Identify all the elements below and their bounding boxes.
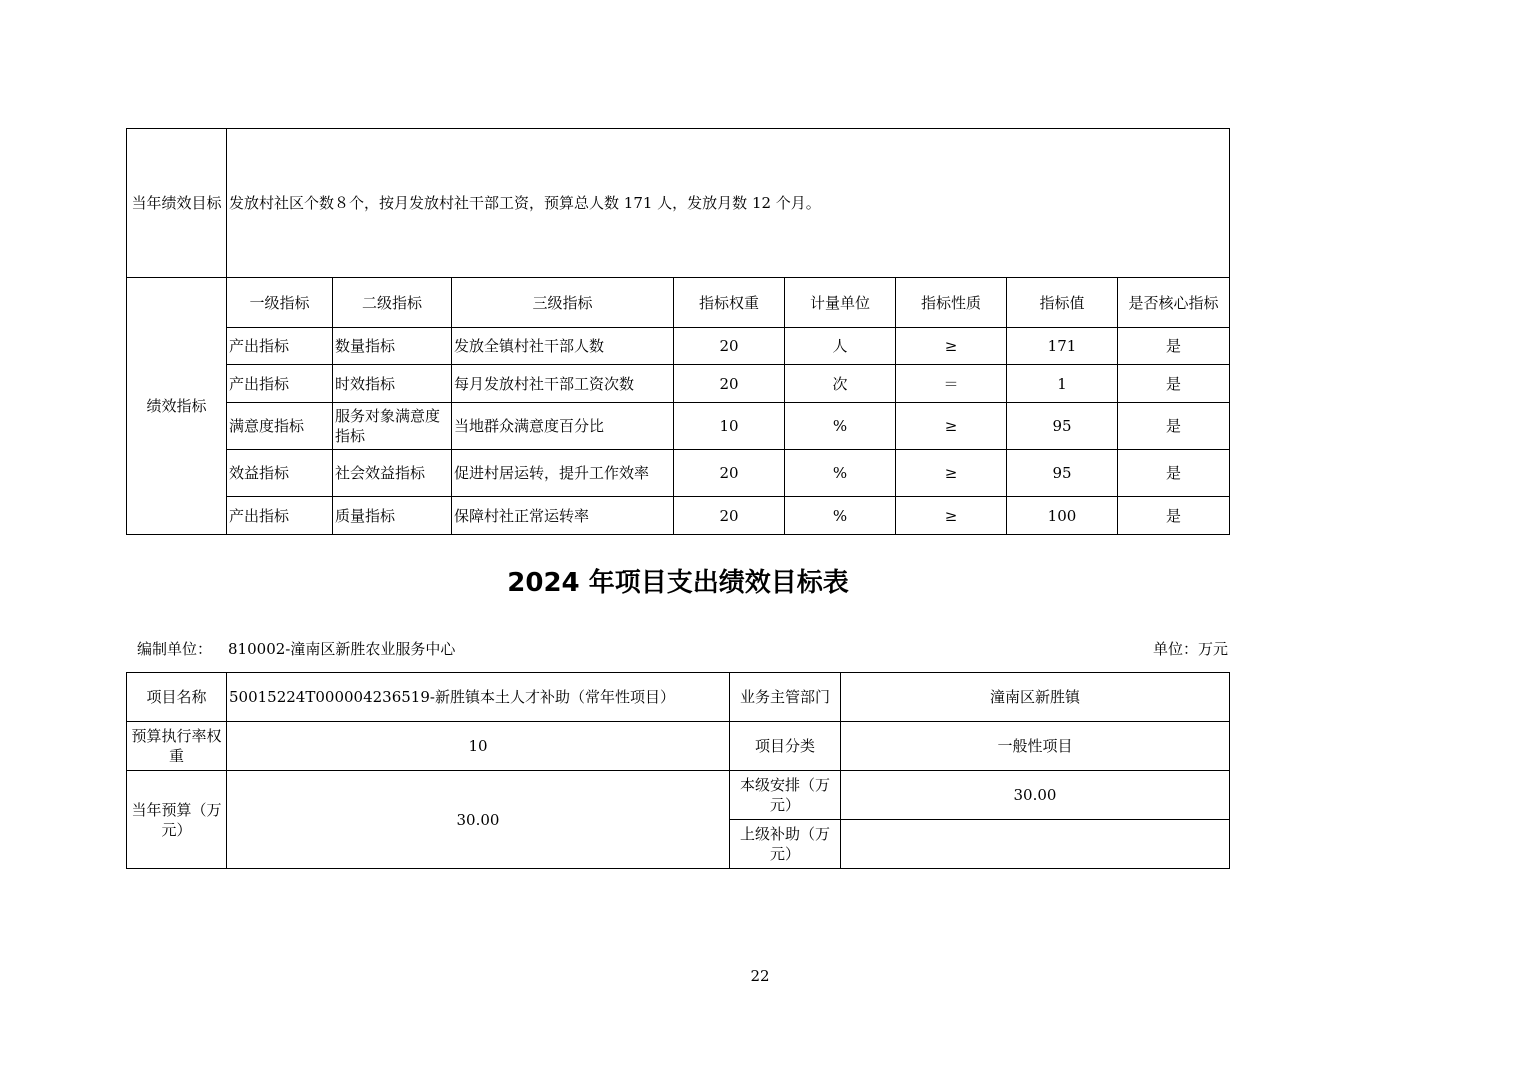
cell-level3: 当地群众满意度百分比	[452, 403, 674, 450]
header-unit: 计量单位	[785, 278, 896, 328]
cell-unit: %	[785, 403, 896, 450]
cell-core: 是	[1118, 450, 1230, 497]
cell-nature: ≥	[896, 328, 1007, 365]
cell-nature: ＝	[896, 365, 1007, 403]
cell-weight: 20	[674, 328, 785, 365]
cell-level2: 时效指标	[333, 365, 452, 403]
indicators-label: 绩效指标	[127, 278, 227, 535]
project-info-table	[126, 672, 1230, 869]
money-unit: 单位：万元	[1152, 640, 1228, 658]
cell-unit: %	[785, 450, 896, 497]
rate-value: 10	[227, 722, 730, 771]
budget-label: 当年预算（万元）	[127, 771, 227, 869]
table-row	[127, 403, 1230, 450]
page-number: 22	[750, 967, 770, 985]
upper-value	[841, 820, 1230, 869]
local-label: 本级安排（万元）	[730, 771, 841, 820]
upper-label: 上级补助（万元）	[730, 820, 841, 869]
header-level1: 一级指标	[227, 278, 333, 328]
header-weight: 指标权重	[674, 278, 785, 328]
cell-level2: 质量指标	[333, 497, 452, 535]
cell-level3: 每月发放村社干部工资次数	[452, 365, 674, 403]
table-row	[127, 497, 1230, 535]
cell-unit: 人	[785, 328, 896, 365]
page-title: 2024 年项目支出绩效目标表	[507, 568, 849, 598]
cell-nature: ≥	[896, 497, 1007, 535]
org-unit-line	[137, 638, 455, 659]
local-value: 30.00	[841, 771, 1230, 820]
cell-level3: 保障村社正常运转率	[452, 497, 674, 535]
project-name-value: 50015224T000004236519-新胜镇本土人才补助（常年性项目）	[227, 673, 730, 722]
annual-goal-label: 当年绩效目标	[127, 129, 227, 278]
cell-weight: 20	[674, 365, 785, 403]
table-row	[127, 450, 1230, 497]
annual-goal-text: 发放村社区个数８个，按月发放村社干部工资，预算总人数 171 人，发放月数 12 个月。	[227, 129, 1230, 278]
cell-level1: 产出指标	[227, 328, 333, 365]
cell-unit: %	[785, 497, 896, 535]
org-label: 编制单位：	[137, 640, 213, 658]
cell-value: 171	[1007, 328, 1118, 365]
cell-weight: 20	[674, 450, 785, 497]
cell-level2: 数量指标	[333, 328, 452, 365]
cell-value: 95	[1007, 450, 1118, 497]
category-label: 项目分类	[730, 722, 841, 771]
cell-core: 是	[1118, 497, 1230, 535]
project-name-label: 项目名称	[127, 673, 227, 722]
rate-label: 预算执行率权重	[127, 722, 227, 771]
performance-indicator-table	[126, 128, 1230, 535]
cell-level3: 发放全镇村社干部人数	[452, 328, 674, 365]
header-nature: 指标性质	[896, 278, 1007, 328]
cell-level3: 促进村居运转，提升工作效率	[452, 450, 674, 497]
cell-core: 是	[1118, 365, 1230, 403]
cell-unit: 次	[785, 365, 896, 403]
budget-value: 30.00	[227, 771, 730, 869]
org-value: 810002-潼南区新胜农业服务中心	[228, 640, 456, 658]
cell-level1: 效益指标	[227, 450, 333, 497]
cell-level1: 产出指标	[227, 365, 333, 403]
cell-core: 是	[1118, 403, 1230, 450]
cell-level2: 服务对象满意度指标	[333, 403, 452, 450]
cell-value: 1	[1007, 365, 1118, 403]
table-row	[127, 328, 1230, 365]
header-core: 是否核心指标	[1118, 278, 1230, 328]
cell-nature: ≥	[896, 403, 1007, 450]
cell-value: 100	[1007, 497, 1118, 535]
cell-weight: 10	[674, 403, 785, 450]
table-row	[127, 365, 1230, 403]
header-value: 指标值	[1007, 278, 1118, 328]
cell-weight: 20	[674, 497, 785, 535]
cell-level1: 满意度指标	[227, 403, 333, 450]
cell-level1: 产出指标	[227, 497, 333, 535]
dept-value: 潼南区新胜镇	[841, 673, 1230, 722]
cell-core: 是	[1118, 328, 1230, 365]
category-value: 一般性项目	[841, 722, 1230, 771]
cell-value: 95	[1007, 403, 1118, 450]
header-level3: 三级指标	[452, 278, 674, 328]
cell-level2: 社会效益指标	[333, 450, 452, 497]
cell-nature: ≥	[896, 450, 1007, 497]
header-level2: 二级指标	[333, 278, 452, 328]
dept-label: 业务主管部门	[730, 673, 841, 722]
